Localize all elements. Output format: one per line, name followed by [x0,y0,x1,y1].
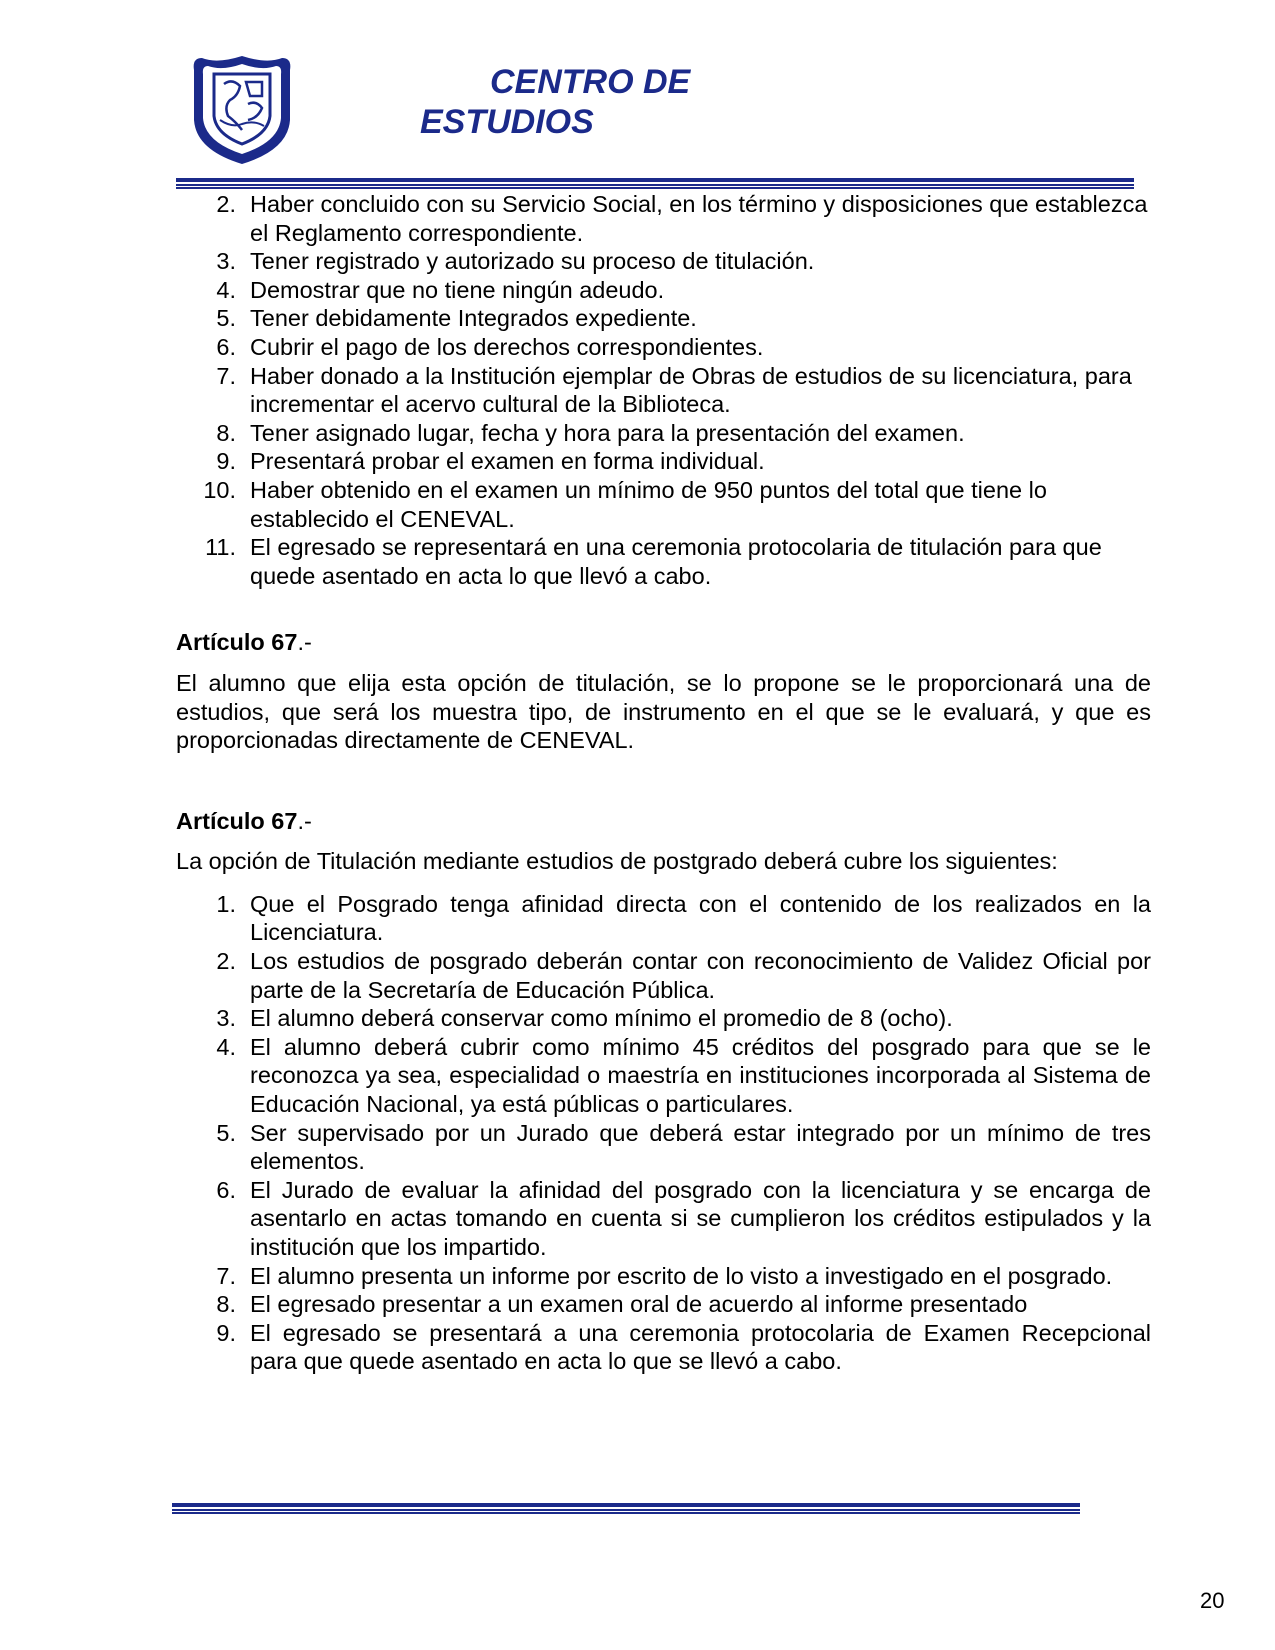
list-item-text: Tener debidamente Integrados expediente. [250,305,697,332]
list-item-text: Haber obtenido en el examen un mínimo de 950 puntos del total que tiene lo establecido el CENEVAL. [250,476,1047,532]
list-item-number: 9. [216,448,236,475]
list-item [176,1033,1151,1119]
list-item-text: El egresado presentar a un examen oral de acuerdo al informe presentado [250,1291,1028,1318]
article-2-title: Artículo 67 [176,807,298,834]
list-item-number: 2. [216,191,236,217]
article-heading-2 [176,807,1151,836]
list-item-text: El alumno deberá conservar como mínimo el promedio de 8 (ocho). [250,1005,953,1032]
article-1-title: Artículo 67 [176,629,298,656]
article-1-paragraph: El alumno que elija esta opción de titulación, se lo propone se le proporcionará una de estudios, que será los muestra tipo, de instrumento en el que se le evaluará, y que es proporcionadas directamente de CENEVAL. [176,669,1151,754]
header-title-line1: CENTRO DE [490,63,691,101]
list-item-number: 9. [216,1319,236,1346]
list-item [176,1176,1151,1262]
header-divider [176,178,1134,189]
list-item [176,947,1151,1004]
header-title [420,62,740,141]
list-item-text: Haber concluido con su Servicio Social, en los término y disposiciones que establezca el Reglamento correspondiente. [250,191,1148,246]
list-item-text: Cubrir el pago de los derechos correspondientes. [250,333,764,360]
list-item-text: El alumno presenta un informe por escrito de lo visto a investigado en el posgrado. [250,1262,1113,1289]
list-item-text: Demostrar que no tiene ningún adeudo. [250,276,665,303]
list-item-text: El egresado se representará en una ceremonia protocolaria de titulación para que quede asentado en acta lo que llevó a cabo. [250,534,1102,589]
list-item [176,1004,1151,1033]
page-number: 20 [1200,1588,1225,1613]
institution-seal-logo [192,50,292,168]
article-2-suffix: .- [297,807,312,834]
header-title-line2: ESTUDIOS [420,103,594,141]
list-item-text: Que el Posgrado tenga afinidad directa con el contenido de los realizados en la Licenciatura. [250,890,1151,946]
article-2-intro: La opción de Titulación mediante estudios de postgrado deberá cubre los siguientes: [176,848,1058,875]
list-item-number: 4. [216,1033,236,1060]
list-item [176,1319,1151,1376]
list-item [176,1290,1151,1319]
list-item [176,1119,1151,1176]
list-item-text: Los estudios de posgrado deberán contar con reconocimiento de Validez Oficial por parte de la Secretaría de Educación Pública. [250,948,1151,1003]
list-item-text: Presentará probar el examen en forma individual. [250,448,765,475]
list-item-number: 3. [216,248,236,275]
list-item-text: El Jurado de evaluar la afinidad del posgrado con la licenciatura y se encarga de asentarlo en actas tomando en cuenta si se cumplieron los créditos estipulados y la institución que los impartido. [250,1176,1151,1260]
article-1-suffix: .- [297,629,312,656]
list-item-number: 8. [216,1291,236,1318]
list-item-number: 11. [205,534,236,561]
list-item-number: 7. [216,362,236,389]
list-item-number: 3. [216,1005,236,1032]
list-item-text: Tener asignado lugar, fecha y hora para la presentación del examen. [250,419,965,446]
list-item [176,362,1151,419]
list-item-number: 10. [203,476,236,503]
list-item [176,419,1151,448]
list-item [176,447,1151,476]
list-item [176,276,1151,305]
list-item-number: 7. [216,1262,236,1289]
list-item-number: 4. [216,276,236,303]
list-item-text: Haber donado a la Institución ejemplar de Obras de estudios de su licenciatura, para incrementar el acervo cultural de la Biblioteca. [250,362,1132,418]
article-heading-1 [176,628,1151,657]
list-item [176,247,1151,276]
list-item-number: 5. [216,305,236,332]
list-item [176,190,1151,247]
list-item-number: 2. [216,948,236,975]
requirements-list-b [176,890,1151,1376]
requirements-list-a [176,190,1151,590]
list-item [176,1262,1151,1291]
list-item [176,333,1151,362]
list-item [176,533,1151,590]
list-item-number: 6. [216,1176,236,1203]
list-item-number: 1. [216,890,236,917]
list-item-number: 6. [216,333,236,360]
list-item [176,304,1151,333]
list-item-number: 8. [216,419,236,446]
list-item [176,476,1151,533]
list-item-text: Ser supervisado por un Jurado que deberá estar integrado por un mínimo de tres elementos. [250,1119,1151,1175]
footer-divider [172,1503,1080,1514]
list-item-number: 5. [216,1119,236,1146]
list-item-text: El alumno deberá cubrir como mínimo 45 créditos del posgrado para que se le reconozca ya sea, especialidad o maestría en instituciones incorporada al Sistema de Educación Nacional, ya está públicas o particulares. [250,1033,1151,1118]
list-item-text: El egresado se presentará a una ceremonia protocolaria de Examen Recepcional para que quede asentado en acta lo que se llevó a cabo. [250,1319,1151,1375]
document-body [176,190,1151,1376]
list-item [176,890,1151,947]
list-item-text: Tener registrado y autorizado su proceso de titulación. [250,248,815,275]
